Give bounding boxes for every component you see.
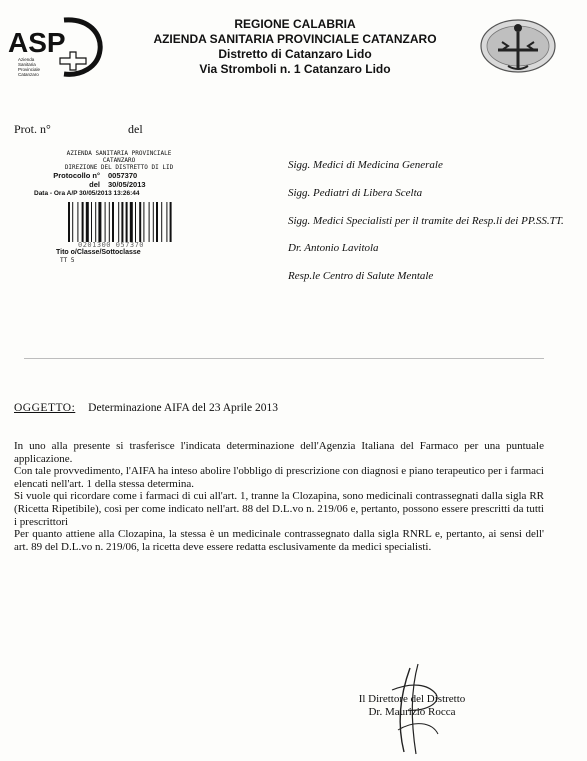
stamp-protocollo-value: 0057370 xyxy=(108,171,138,180)
header-district: Distretto di Catanzaro Lido xyxy=(218,47,372,61)
protocol-stamp xyxy=(34,150,204,264)
subject-text: Determinazione AIFA del 23 Aprile 2013 xyxy=(88,402,278,414)
stamp-org-line3: DIREZIONE DEL DISTRETTO DI LID xyxy=(64,164,174,171)
stamp-del-value: 30/05/2013 xyxy=(108,180,146,189)
recipient-item: Sigg. Medici di Medicina Generale xyxy=(288,159,443,171)
asp-logo xyxy=(4,14,104,78)
recipient-item: Sigg. Medici Specialisti per il tramite dei Resp.li dei PP.SS.TT. xyxy=(288,215,564,227)
stamp-protocollo-label: Protocollo n° xyxy=(53,171,100,180)
recipient-item: Resp.le Centro di Salute Mentale xyxy=(288,270,434,282)
divider xyxy=(24,358,544,359)
header-asp: AZIENDA SANITARIA PROVINCIALE CATANZARO xyxy=(153,32,437,46)
body-paragraph: In uno alla presente si trasferisce l'indicata determinazione dell'Agenzia Italiana del Farmaco per una puntuale applicazione. xyxy=(14,440,544,465)
letter-body xyxy=(14,440,544,553)
svg-text:Provinciale: Provinciale xyxy=(18,67,41,72)
stamp-del-row xyxy=(34,180,204,189)
asp-logo-text: ASP xyxy=(8,27,66,58)
svg-text:Catanzaro: Catanzaro xyxy=(18,72,39,77)
stamp-org-line2: CATANZARO xyxy=(102,157,136,164)
body-paragraph: Si vuole qui ricordare come i farmaci di cui all'art. 1, tranne la Clozapina, sono medicinali contrassegnati dalla sigla RR (Ricetta Ripetibile), così per come indicato nell'art. 88 del D.L.vo n. 219/06 e, pertanto, possono essere prescritti da tutti i prescrittori xyxy=(14,490,544,528)
signatory-title: Il Direttore del Distretto xyxy=(358,693,466,705)
body-paragraph: Con tale provvedimento, l'AIFA ha inteso abolire l'obbligo di prescrizione con diagnosi e piano terapeutico per i farmaci elencati nell'art. 1 della stessa determina. xyxy=(14,465,544,490)
header-address: Via Stromboli n. 1 Catanzaro Lido xyxy=(199,62,391,76)
header-region: REGIONE CALABRIA xyxy=(234,17,356,31)
signature-block xyxy=(342,693,482,719)
protocol-date-label: del xyxy=(128,122,143,136)
svg-text:Sanitaria: Sanitaria xyxy=(18,62,36,67)
signatory-name: Dr. Maurizio Rocca xyxy=(368,706,456,718)
stamp-del-label: del xyxy=(89,180,100,189)
protocol-number-label: Prot. n° xyxy=(14,122,51,136)
stamp-org-line1: AZIENDA SANITARIA PROVINCIALE xyxy=(66,150,172,157)
barcode-number: 0201300 057370 xyxy=(78,241,145,249)
region-emblem xyxy=(478,16,558,76)
subject-label: OGGETTO: xyxy=(14,402,76,414)
recipient-item: Sigg. Pediatri di Libera Scelta xyxy=(288,187,423,199)
header-title-block xyxy=(110,17,480,77)
stamp-titolo-value: TT 5 xyxy=(60,257,75,264)
body-paragraph: Per quanto attiene alla Clozapina, la stessa è un medicinale contrassegnato dalla sigla RNRL e, pertanto, ai sensi dell' art. 89 del D.L.vo n. 219/06, la ricetta deve essere redatta esclusivamente da medici specialisti. xyxy=(14,528,544,553)
recipients-list xyxy=(288,159,587,298)
svg-text:Azienda: Azienda xyxy=(18,57,35,62)
barcode xyxy=(66,202,186,242)
stamp-titolo-label: Tito o/Classe/Sottoclasse xyxy=(56,249,141,256)
stamp-protocollo-row xyxy=(34,171,204,180)
recipient-item: Dr. Antonio Lavitola xyxy=(288,242,379,254)
subject-line xyxy=(14,402,278,414)
stamp-datetime: Data - Ora A/P 30/05/2013 13:26:44 xyxy=(34,190,140,197)
